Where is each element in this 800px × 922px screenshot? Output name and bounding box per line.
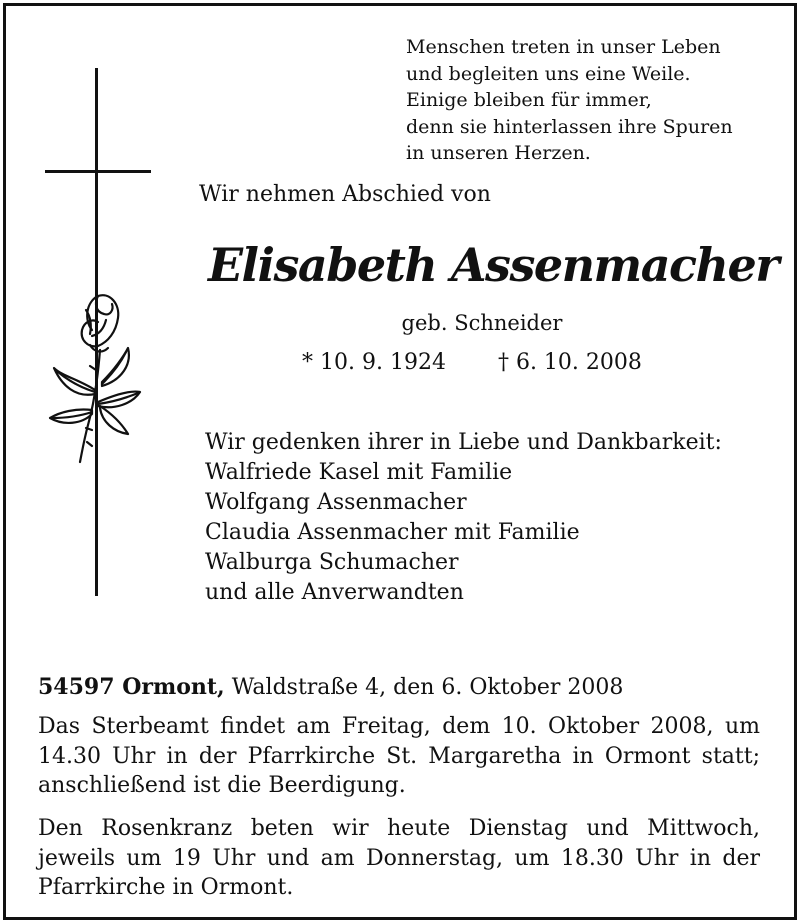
- poem-line: in unseren Herzen.: [406, 142, 591, 164]
- birth-date: * 10. 9. 1924: [302, 350, 446, 375]
- maiden-name: geb. Schneider: [401, 311, 563, 335]
- mourner-name: Claudia Assenmacher mit Familie: [205, 520, 580, 545]
- address-place: 54597 Ormont,: [38, 674, 225, 700]
- mourner-name: und alle Anverwandten: [205, 580, 464, 605]
- poem-line: denn sie hinterlassen ihre Spuren: [406, 115, 733, 138]
- mourner-name: Wolfgang Assenmacher: [205, 490, 467, 515]
- poem-line: Einige bleiben für immer,: [406, 89, 652, 111]
- address-details: Waldstraße 4, den 6. Oktober 2008: [224, 675, 624, 700]
- mourner-name: Walfriede Kasel mit Familie: [205, 460, 513, 485]
- memorial-poem: [406, 34, 733, 167]
- mourners-block: [205, 428, 722, 608]
- deceased-name: Elisabeth Assenmacher: [208, 238, 778, 292]
- poem-line: Menschen treten in unser Leben: [406, 36, 721, 58]
- address-line: [38, 674, 623, 700]
- mourner-name: Walburga Schumacher: [205, 550, 459, 575]
- cross-horizontal-bar: [45, 170, 151, 173]
- funeral-mass-paragraph: Das Sterbeamt findet am Freitag, dem 10. Oktober 2008, um 14.30 Uhr in der Pfarrkirche St. Margaretha in Ormont statt; anschließend ist die Beerdigung.: [38, 714, 760, 798]
- life-dates: [302, 350, 642, 375]
- mourners-heading: Wir gedenken ihrer in Liebe und Dankbarkeit:: [205, 430, 722, 455]
- poem-line: und begleiten uns eine Weile.: [406, 62, 691, 85]
- farewell-intro: Wir nehmen Abschied von: [199, 182, 491, 207]
- death-date: † 6. 10. 2008: [497, 350, 642, 375]
- rosary-paragraph: Den Rosenkranz beten wir heute Dienstag und Mittwoch, jeweils um 19 Uhr und am Donnerstag, um 18.30 Uhr in der Pfarrkirche in Ormont.: [38, 816, 760, 900]
